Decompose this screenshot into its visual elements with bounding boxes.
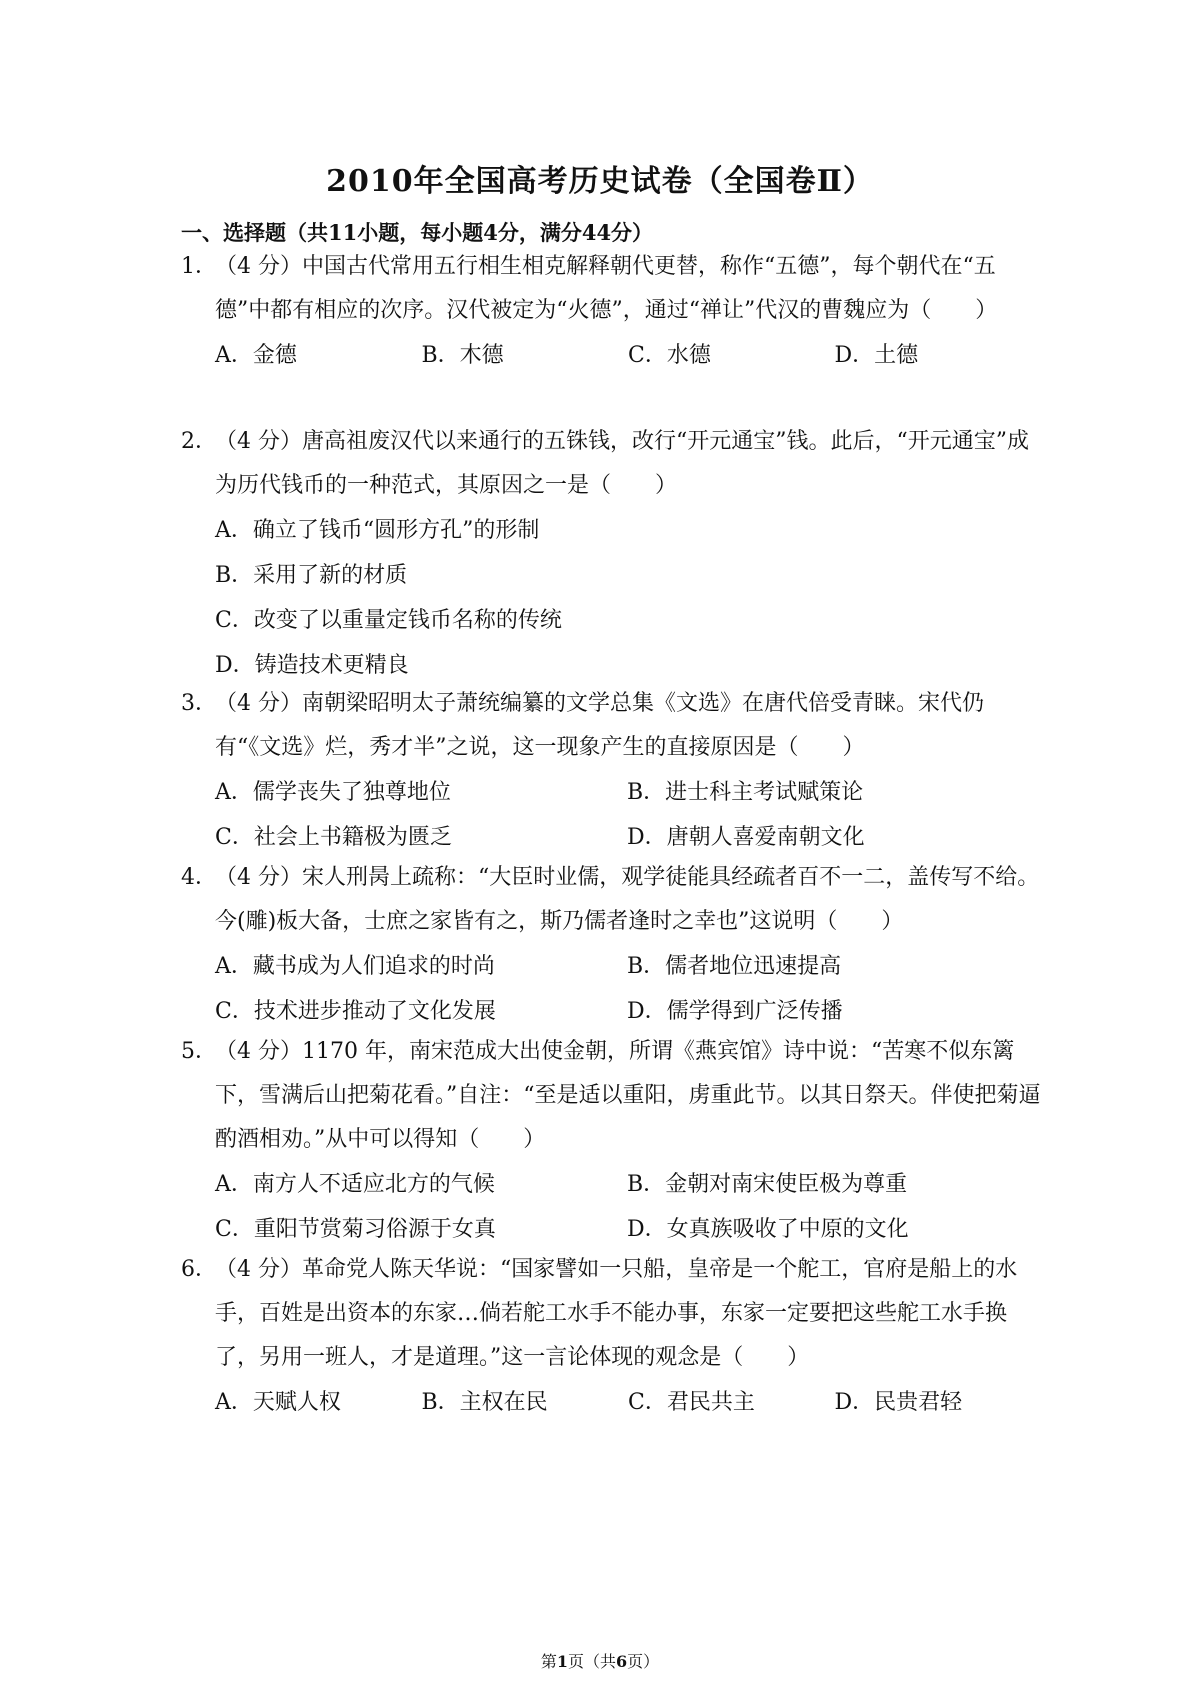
- options: [215, 770, 1041, 860]
- option-c[interactable]: C．技术进步推动了文化发展: [215, 999, 496, 1024]
- question-2: [181, 420, 1041, 688]
- option-c[interactable]: C．君民共主: [628, 1390, 755, 1415]
- question-stem: （4 分）中国古代常用五行相生相克解释朝代更替，称作“五德”，每个朝代在“五德”中都有相应的次序。汉代被定为“火德”，通过“禅让”代汉的曹魏应为（ ）: [215, 254, 998, 323]
- option-b[interactable]: B．金朝对南宋使臣极为尊重: [627, 1172, 908, 1197]
- question-number: 5．: [181, 1039, 217, 1064]
- option-c[interactable]: C．改变了以重量定钱币名称的传统: [215, 608, 562, 633]
- option-a[interactable]: A．藏书成为人们追求的时尚: [215, 954, 495, 979]
- question-3: [181, 682, 1041, 860]
- option-d[interactable]: D．铸造技术更精良: [215, 653, 409, 678]
- option-a[interactable]: A．南方人不适应北方的气候: [215, 1172, 495, 1197]
- option-b[interactable]: B．木德: [421, 343, 504, 368]
- option-c[interactable]: C．水德: [628, 343, 711, 368]
- option-d[interactable]: D．土德: [834, 343, 919, 368]
- question-number: 3．: [181, 691, 217, 716]
- question-stem: （4 分）唐高祖废汉代以来通行的五铢钱，改行“开元通宝”钱。此后，“开元通宝”成为历代钱币的一种范式，其原因之一是（ ）: [215, 429, 1029, 498]
- option-b[interactable]: B．进士科主考试赋策论: [627, 780, 864, 805]
- option-c[interactable]: C．社会上书籍极为匮乏: [215, 825, 452, 850]
- page-title: 2010年全国高考历史试卷（全国卷Ⅱ）: [326, 164, 874, 199]
- question-6: [181, 1248, 1041, 1425]
- option-a[interactable]: A．儒学丧失了独尊地位: [215, 780, 451, 805]
- section-heading: 一、选择题（共11小题，每小题4分，满分44分）: [181, 220, 654, 245]
- option-d[interactable]: D．民贵君轻: [834, 1390, 963, 1415]
- option-a[interactable]: A．天赋人权: [215, 1390, 341, 1415]
- question-number: 1．: [181, 254, 217, 279]
- option-b[interactable]: B．儒者地位迅速提高: [627, 954, 842, 979]
- option-d[interactable]: D．女真族吸收了中原的文化: [627, 1217, 909, 1242]
- options: [215, 508, 1041, 688]
- question-stem: （4 分）革命党人陈天华说：“国家譬如一只船，皇帝是一个舵工，官府是船上的水手，百姓是出资本的东家…倘若舵工水手不能办事，东家一定要把这些舵工水手换了，另用一班人，才是道理。”这一言论体现的观念是（ ）: [215, 1257, 1018, 1370]
- question-4: [181, 856, 1041, 1034]
- question-5: [181, 1030, 1041, 1252]
- option-c[interactable]: C．重阳节赏菊习俗源于女真: [215, 1217, 496, 1242]
- question-stem: （4 分）宋人刑昺上疏称：“大臣时业儒，观学徒能具经疏者百不一二，盖传写不给。今(雕)板大备，士庶之家皆有之，斯乃儒者逢时之幸也”这说明（ ）: [215, 865, 1040, 934]
- question-stem: （4 分）1170 年，南宋范成大出使金朝，所谓《燕宾馆》诗中说：“苦寒不似东篱下，雪满后山把菊花看。”自注：“至是适以重阳，虏重此节。以其日祭天。伴使把菊逼酌酒相劝。”从中可以得知（ ）: [215, 1039, 1041, 1152]
- options: [215, 944, 1041, 1034]
- page-total: 6: [616, 1652, 628, 1671]
- question-number: 4．: [181, 865, 217, 890]
- option-d[interactable]: D．唐朝人喜爱南朝文化: [627, 825, 865, 850]
- question-stem: （4 分）南朝梁昭明太子萧统编纂的文学总集《文选》在唐代倍受青睐。宋代仍有“《文选》烂，秀才半”之说，这一现象产生的直接原因是（ ）: [215, 691, 984, 760]
- question-number: 2．: [181, 429, 217, 454]
- options: [215, 333, 1041, 378]
- options: [215, 1380, 1041, 1425]
- option-b[interactable]: B．采用了新的材质: [215, 563, 408, 588]
- option-d[interactable]: D．儒学得到广泛传播: [627, 999, 843, 1024]
- question-number: 6．: [181, 1257, 217, 1282]
- option-a[interactable]: A．确立了钱币“圆形方孔”的形制: [215, 518, 540, 543]
- page-number: 1: [556, 1652, 568, 1671]
- page-footer: 第1页（共6页）: [540, 1652, 660, 1671]
- option-a[interactable]: A．金德: [215, 343, 297, 368]
- question-1: [181, 245, 1041, 378]
- options: [215, 1162, 1041, 1252]
- option-b[interactable]: B．主权在民: [421, 1390, 548, 1415]
